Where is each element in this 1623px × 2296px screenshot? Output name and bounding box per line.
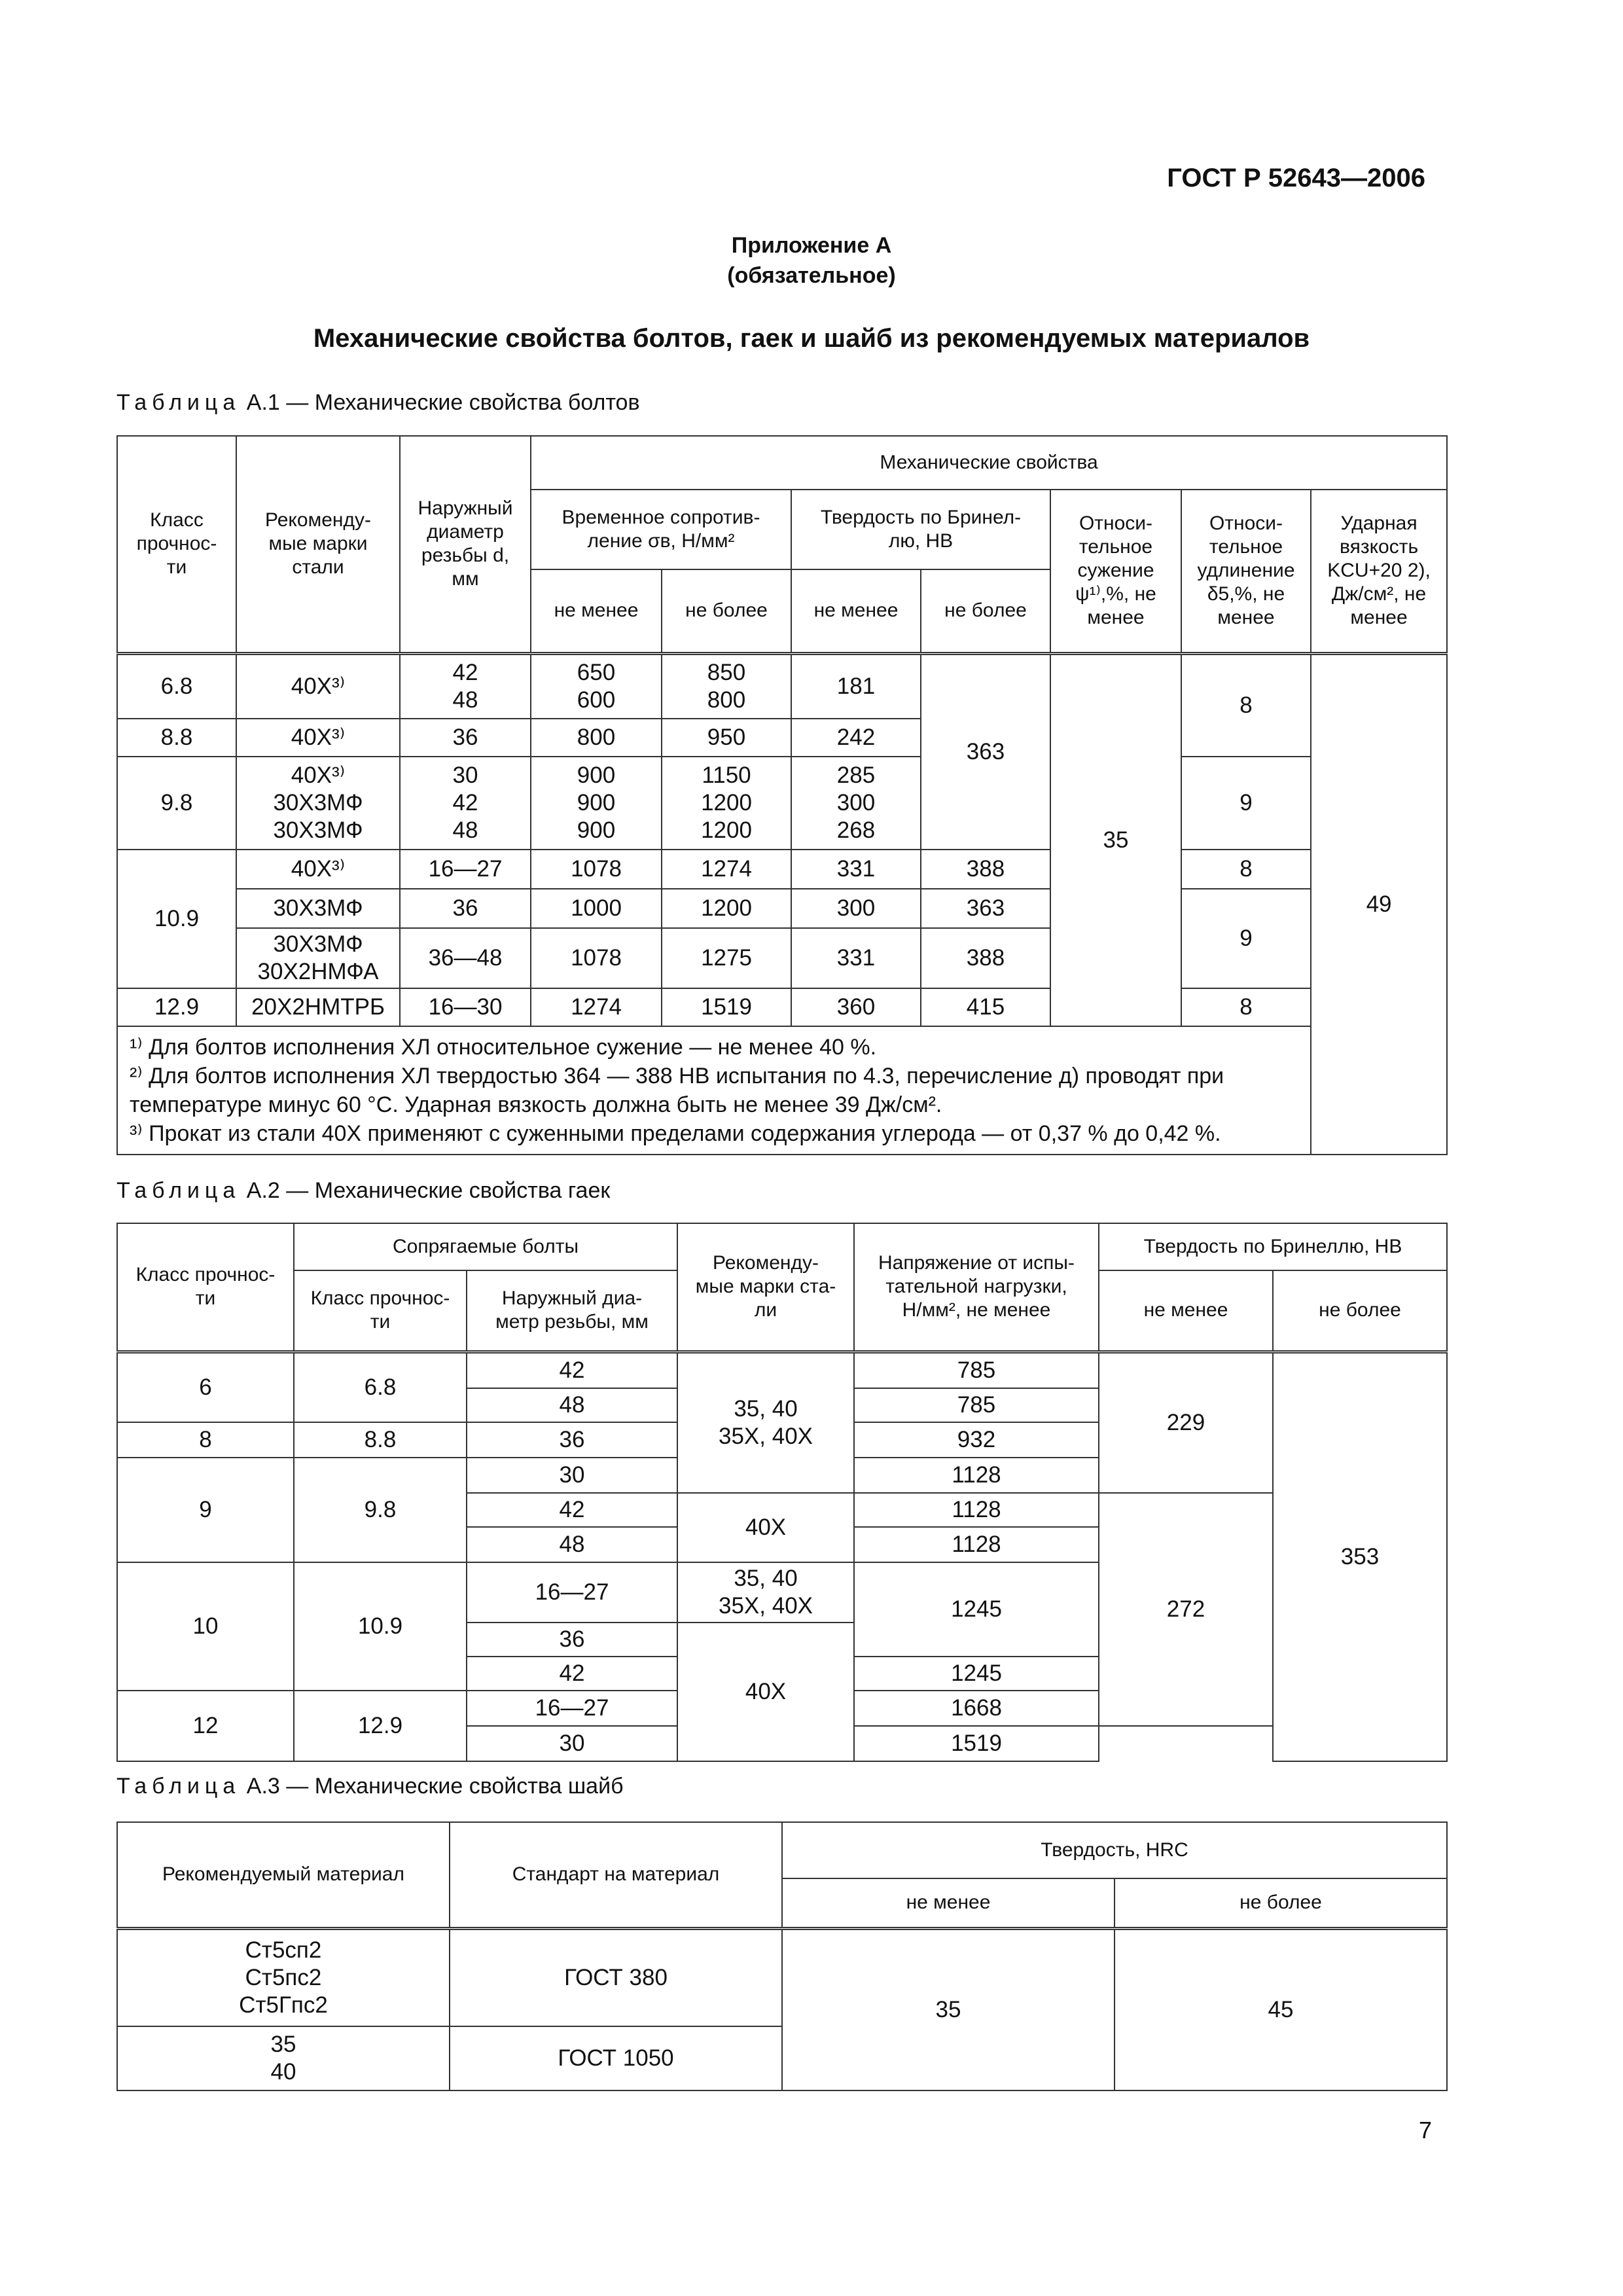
cell-proof-stress: 785	[854, 1388, 1099, 1422]
col-head-brinell: Твердость по Бринел- лю, НВ	[791, 490, 1050, 569]
cell-diameter: 36—48	[400, 928, 531, 988]
col-head-class: Класс прочнос- ти	[117, 436, 236, 653]
cell-elongation: 8	[1181, 988, 1311, 1026]
cell-hb-min: 360	[791, 988, 921, 1026]
appendix-label: Приложение А	[731, 233, 892, 258]
col-head-max: не более	[1115, 1878, 1447, 1928]
col-head-bolt-class: Класс прочнос- ти	[294, 1270, 467, 1352]
cell-diameter: 36	[400, 889, 531, 928]
col-head-max: не более	[662, 569, 791, 653]
cell-elongation: 9	[1181, 889, 1311, 988]
cell-tensile-min: 650 600	[531, 653, 662, 719]
table-a2-caption	[116, 1178, 610, 1204]
cell-steel: 30Х3МФ 30Х2НМФА	[236, 928, 400, 988]
table-a3	[116, 1821, 1448, 2091]
cell-hb-max: 415	[921, 988, 1050, 1026]
cell-proof-stress: 1245	[854, 1562, 1099, 1657]
cell-diameter: 36	[467, 1422, 677, 1458]
cell-diameter: 16—30	[400, 988, 531, 1026]
cell-steel: 40Х³⁾ 30Х3МФ 30Х3МФ	[236, 757, 400, 850]
table-a1-footnotes	[117, 1026, 1447, 1155]
cell-diameter: 16—27	[467, 1691, 677, 1726]
table-word: Таблица	[116, 1774, 241, 1799]
cell-tensile-max: 1275	[662, 928, 791, 988]
col-head-reduction: Относи- тельное сужение ψ¹⁾,%, не менее	[1050, 490, 1181, 653]
col-head-impact: Ударная вязкость KCU+20 2), Дж/см², не менее	[1311, 490, 1447, 653]
cell-proof-stress: 1245	[854, 1657, 1099, 1691]
cell-proof-stress: 1128	[854, 1493, 1099, 1527]
cell-class: 8.8	[117, 719, 236, 757]
cell-diameter: 48	[467, 1388, 677, 1422]
cell-standard: ГОСТ 1050	[450, 2026, 782, 2090]
col-head-tensile: Временное сопротив- ление σв, Н/мм²	[531, 490, 791, 569]
cell-hrc-min: 35	[782, 1928, 1115, 2090]
table-word: Таблица	[116, 1178, 241, 1203]
cell-diameter: 30 42 48	[400, 757, 531, 850]
cell-tensile-max: 1150 1200 1200	[662, 757, 791, 850]
cell-bolt-class: 12.9	[294, 1691, 467, 1761]
cell-proof-stress: 1128	[854, 1458, 1099, 1493]
cell-hb-min: 181	[791, 653, 921, 719]
cell-hb-min: 331	[791, 928, 921, 988]
col-head-hrc: Твердость, HRC	[782, 1822, 1447, 1878]
cell-tensile-min: 1274	[531, 988, 662, 1026]
cell-hb-min: 285 300 268	[791, 757, 921, 850]
cell-steel: 40Х	[677, 1623, 854, 1761]
cell-diameter: 36	[400, 719, 531, 757]
cell-tensile-max: 1519	[662, 988, 791, 1026]
cell-diameter: 42	[467, 1352, 677, 1388]
cell-hb-min: 331	[791, 850, 921, 889]
cell-material: Ст5сп2 Ст5пс2 Ст5Гпс2	[117, 1928, 450, 2026]
cell-steel: 40Х³⁾	[236, 719, 400, 757]
cell-hb-max: 363	[921, 889, 1050, 928]
col-head-standard: Стандарт на материал	[450, 1822, 782, 1928]
cell-tensile-min: 900 900 900	[531, 757, 662, 850]
cell-bolt-class: 10.9	[294, 1562, 467, 1691]
cell-elongation: 8	[1181, 850, 1311, 889]
cell-nut-class: 10	[117, 1562, 294, 1691]
cell-tensile-min: 800	[531, 719, 662, 757]
cell-nut-class: 8	[117, 1422, 294, 1458]
table-a2-caption-text: А.2 — Механические свойства гаек	[246, 1178, 611, 1203]
page-number: 7	[1418, 2117, 1432, 2144]
cell-hb-min: 300	[791, 889, 921, 928]
col-head-material: Рекомендуемый материал	[117, 1822, 450, 1928]
cell-proof-stress: 1668	[854, 1691, 1099, 1726]
cell-diameter: 48	[467, 1527, 677, 1562]
col-head-steel: Рекоменду- мые марки ста- ли	[677, 1223, 854, 1352]
cell-diameter: 30	[467, 1726, 677, 1761]
cell-diameter: 42	[467, 1657, 677, 1691]
cell-class: 12.9	[117, 988, 236, 1026]
col-head-max: не более	[921, 569, 1050, 653]
cell-nut-class: 9	[117, 1458, 294, 1562]
cell-class: 6.8	[117, 653, 236, 719]
cell-tensile-max: 1274	[662, 850, 791, 889]
table-a3-caption	[116, 1774, 624, 1799]
table-a1-caption-text: А.1 — Механические свойства болтов	[246, 390, 640, 415]
col-head-diameter: Наружный диаметр резьбы d, мм	[400, 436, 531, 653]
col-head-max: не более	[1273, 1270, 1447, 1352]
table-a2	[116, 1223, 1448, 1762]
col-head-nut-class: Класс прочнос- ти	[117, 1223, 294, 1352]
cell-proof-stress: 932	[854, 1422, 1099, 1458]
cell-class: 10.9	[117, 850, 236, 988]
page-title: Механические свойства болтов, гаек и шайб из рекомендуемых материалов	[313, 324, 1310, 353]
cell-steel: 40Х	[677, 1493, 854, 1562]
table-word: Таблица	[116, 390, 241, 415]
cell-hb-max: 353	[1273, 1352, 1447, 1761]
col-head-min: не менее	[1099, 1270, 1273, 1352]
cell-steel: 30Х3МФ	[236, 889, 400, 928]
cell-bolt-class: 9.8	[294, 1458, 467, 1562]
cell-steel: 40Х³⁾	[236, 653, 400, 719]
cell-elongation: 9	[1181, 757, 1311, 850]
col-head-elongation: Относи- тельное удлинение δ5,%, не менее	[1181, 490, 1311, 653]
cell-tensile-max: 950	[662, 719, 791, 757]
col-head-brinell: Твердость по Бринеллю, НВ	[1099, 1223, 1447, 1270]
cell-hb-min: 242	[791, 719, 921, 757]
col-head-min: не менее	[531, 569, 662, 653]
cell-steel: 35, 40 35Х, 40Х	[677, 1562, 854, 1623]
cell-hrc-max: 45	[1115, 1928, 1447, 2090]
cell-class: 9.8	[117, 757, 236, 850]
table-a1	[116, 435, 1448, 1155]
cell-steel: 20Х2НМТРБ	[236, 988, 400, 1026]
col-head-mating-bolts: Сопрягаемые болты	[294, 1223, 677, 1270]
cell-elongation: 8	[1181, 653, 1311, 757]
cell-tensile-max: 1200	[662, 889, 791, 928]
cell-nut-class: 6	[117, 1352, 294, 1422]
document-id: ГОСТ Р 52643—2006	[1167, 164, 1425, 192]
table-a1-caption	[116, 390, 640, 416]
footnote-2-cont: температуре минус 60 °С. Ударная вязкость должна быть не менее 39 Дж/см².	[130, 1092, 942, 1117]
cell-diameter: 42 48	[400, 653, 531, 719]
col-head-proof-stress: Напряжение от испы- тательной нагрузки, Н/мм², не менее	[854, 1223, 1099, 1352]
footnote-1: ¹⁾ Для болтов исполнения ХЛ относительное сужение — не менее 40 %.	[130, 1035, 877, 1060]
cell-diameter: 36	[467, 1623, 677, 1657]
cell-diameter: 16—27	[400, 850, 531, 889]
appendix-heading	[0, 230, 1623, 291]
cell-proof-stress: 1128	[854, 1527, 1099, 1562]
table-a3-caption-text: А.3 — Механические свойства шайб	[246, 1774, 624, 1799]
footnote-2: ²⁾ Для болтов исполнения ХЛ твердостью 364 — 388 НВ испытания по 4.3, перечисление д) проводят при	[130, 1064, 1224, 1088]
col-head-min: не менее	[782, 1878, 1115, 1928]
cell-diameter: 16—27	[467, 1562, 677, 1623]
appendix-status: (обязательное)	[727, 263, 896, 288]
cell-standard: ГОСТ 380	[450, 1928, 782, 2026]
cell-diameter: 30	[467, 1458, 677, 1493]
cell-diameter: 42	[467, 1493, 677, 1527]
cell-tensile-min: 1078	[531, 928, 662, 988]
cell-tensile-max: 850 800	[662, 653, 791, 719]
cell-steel: 35, 40 35Х, 40Х	[677, 1352, 854, 1493]
col-head-mechanical: Механические свойства	[531, 436, 1447, 490]
col-head-bolt-diameter: Наружный диа- метр резьбы, мм	[467, 1270, 677, 1352]
cell-bolt-class: 8.8	[294, 1422, 467, 1458]
cell-tensile-min: 1078	[531, 850, 662, 889]
cell-steel: 40Х³⁾	[236, 850, 400, 889]
cell-hb-max: 388	[921, 850, 1050, 889]
cell-nut-class: 12	[117, 1691, 294, 1761]
cell-hb-min: 229	[1099, 1352, 1273, 1493]
cell-impact: 49	[1311, 653, 1447, 1155]
col-head-steel: Рекоменду- мые марки стали	[236, 436, 400, 653]
cell-proof-stress: 785	[854, 1352, 1099, 1388]
cell-hb-max: 388	[921, 928, 1050, 988]
cell-proof-stress: 1519	[854, 1726, 1099, 1761]
cell-hb-max: 363	[921, 653, 1050, 850]
cell-tensile-min: 1000	[531, 889, 662, 928]
cell-reduction: 35	[1050, 653, 1181, 1026]
col-head-min: не менее	[791, 569, 921, 653]
cell-bolt-class: 6.8	[294, 1352, 467, 1422]
footnote-3: ³⁾ Прокат из стали 40Х применяют с суженными пределами содержания углерода — от 0,37 % до 0,42 %.	[130, 1121, 1221, 1146]
cell-hb-min: 272	[1099, 1493, 1273, 1726]
cell-material: 35 40	[117, 2026, 450, 2090]
